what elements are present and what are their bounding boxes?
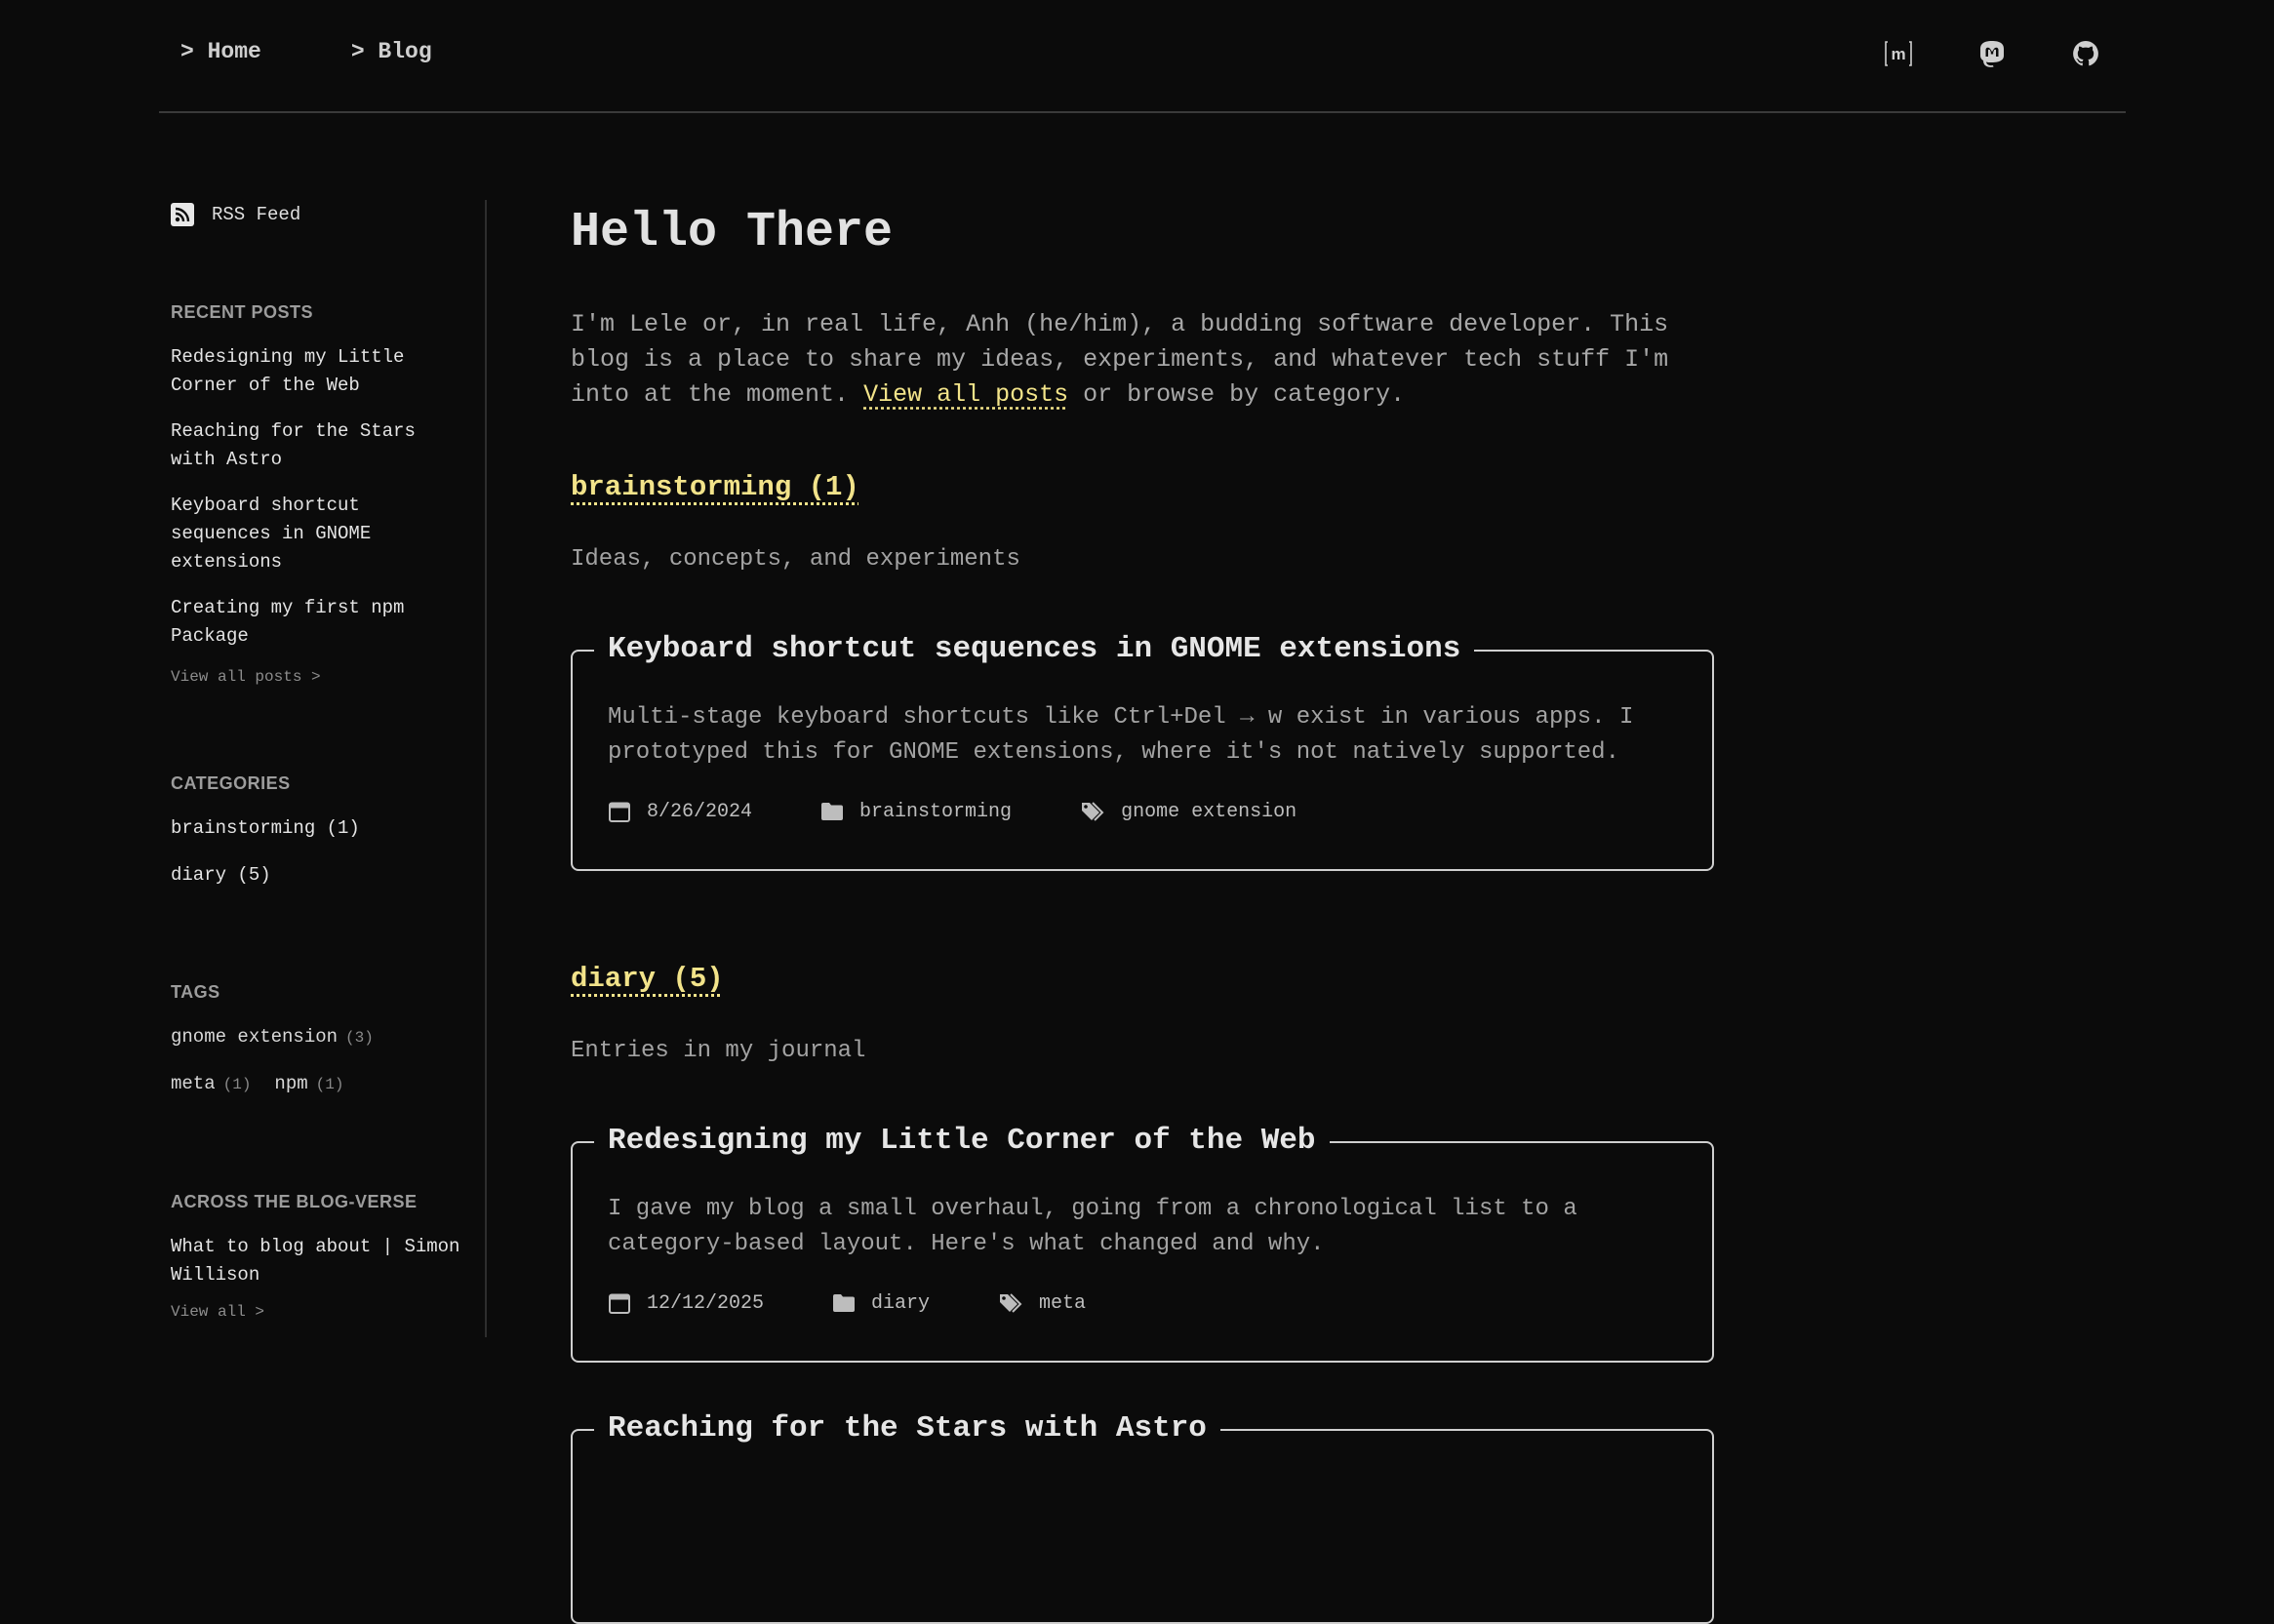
category-link[interactable]: diary (5) [171,864,271,886]
nav-blog-link[interactable]: > Blog [350,39,432,64]
post-tag-link[interactable]: meta [1039,1291,1087,1315]
calendar-icon [608,1291,631,1315]
folder-icon [832,1291,856,1315]
recent-posts-heading: RECENT POSTS [171,302,314,322]
categories-heading: CATEGORIES [171,773,291,793]
category-description: Entries in my journal [571,1038,866,1064]
post-category-link[interactable]: diary [871,1291,931,1315]
view-all-posts-link[interactable]: View all posts > [171,668,321,686]
tags-section [171,982,463,1117]
intro-text: I'm Lele or, in real life, Anh (he/him), a budding software developer. This blog is a place to share my ideas, experiments, and whatever tech stuff I'm into at the moment. [571,310,1669,409]
github-icon[interactable] [2069,37,2102,70]
recent-post-link[interactable]: Reaching for the Stars with Astro [171,420,416,470]
post-meta [573,1262,1712,1323]
recent-post-link[interactable]: Creating my first npm Package [171,597,405,647]
calendar-icon [608,800,631,823]
svg-text:m: m [1891,45,1906,63]
page-title: Hello There [571,205,894,260]
matrix-icon[interactable] [1882,37,1915,70]
blogverse-link[interactable]: What to blog about | Simon Willison [171,1236,460,1286]
post-meta [573,771,1712,831]
rss-icon [171,203,194,226]
recent-post-link[interactable]: Redesigning my Little Corner of the Web [171,346,405,396]
intro-text-end: or browse by category. [1068,380,1406,409]
categories-section [171,773,463,907]
post-title[interactable]: Redesigning my Little Corner of the Web [594,1122,1330,1161]
blogverse-section [171,1192,463,1321]
post-title[interactable]: Reaching for the Stars with Astro [594,1409,1220,1448]
post-excerpt: I gave my blog a small overhaul, going from a chronological list to a category-based layout. Here's what changed and why. [608,1196,1577,1257]
category-link[interactable]: brainstorming (1) [171,817,360,839]
nav-home-link[interactable]: > Home [180,39,261,64]
post-card[interactable] [571,1124,1714,1363]
rss-feed-link[interactable] [171,203,300,226]
post-date: 12/12/2025 [647,1291,765,1315]
tags-heading: TAGS [171,982,220,1002]
category-description: Ideas, concepts, and experiments [571,546,1020,573]
post-excerpt: Multi-stage keyboard shortcuts like Ctrl+Del → w exist in various apps. I prototyped this for GNOME extensions, where it's not natively supported. [608,704,1634,766]
sidebar [159,200,487,1337]
tag-icon [1080,800,1105,823]
post-card[interactable] [571,632,1714,871]
post-tag-link[interactable]: gnome extension [1121,800,1297,823]
recent-posts-section [171,302,463,686]
post-category-link[interactable]: brainstorming [859,800,1013,823]
recent-post-link[interactable]: Keyboard shortcut sequences in GNOME extensions [171,495,372,573]
tag-link[interactable] [171,1023,374,1052]
tag-name: npm [274,1073,308,1094]
tag-icon [998,1291,1023,1315]
folder-icon [820,800,844,823]
tag-count: (1) [315,1076,344,1093]
tag-link[interactable] [274,1070,343,1099]
social-links [1882,37,2102,70]
tag-count: (1) [222,1076,252,1093]
mastodon-icon[interactable] [1975,37,2009,70]
main-content [571,200,1714,1446]
view-all-blogverse-link[interactable]: View all > [171,1303,265,1321]
blogverse-heading: ACROSS THE BLOG-VERSE [171,1192,418,1211]
tag-count: (3) [345,1029,374,1047]
main-nav [180,39,432,64]
intro-paragraph [571,307,1714,413]
post-card[interactable] [571,1411,1714,1624]
site-header [159,0,2126,113]
tag-name: gnome extension [171,1026,339,1048]
view-all-posts-link[interactable]: View all posts [863,380,1069,409]
category-heading-link[interactable]: diary (5) [571,963,724,995]
rss-feed-label: RSS Feed [212,204,301,225]
post-title[interactable]: Keyboard shortcut sequences in GNOME extensions [594,630,1474,669]
post-date: 8/26/2024 [647,800,753,823]
tag-link[interactable] [171,1070,251,1099]
tag-name: meta [171,1073,216,1094]
category-heading-link[interactable]: brainstorming (1) [571,471,859,503]
